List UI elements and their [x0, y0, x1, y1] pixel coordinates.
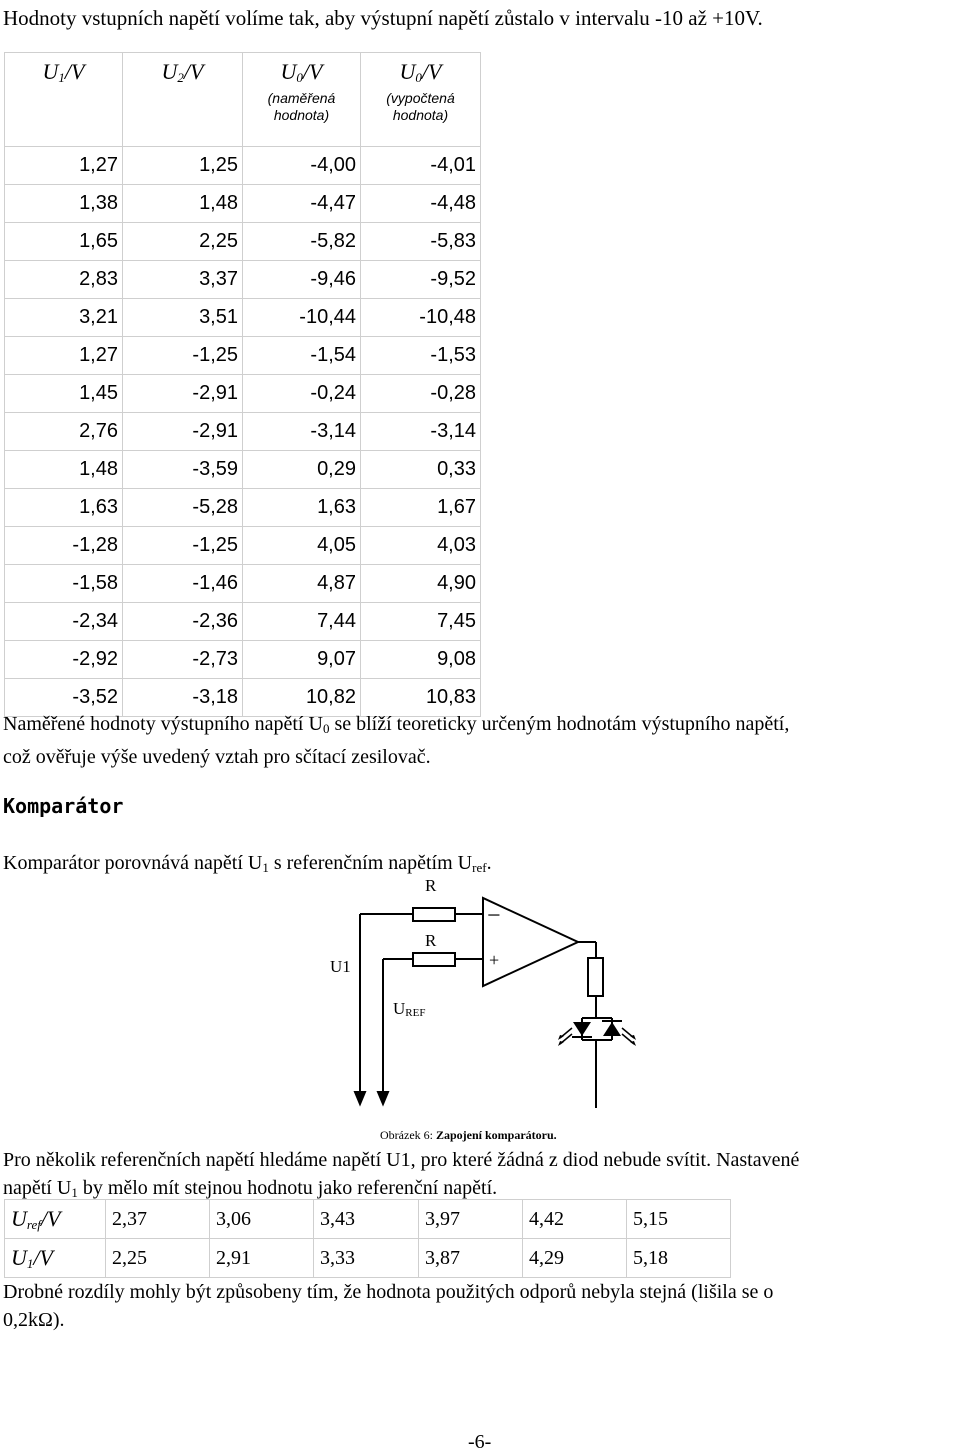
table-cell: 1,48: [123, 185, 243, 223]
table-row: [5, 1239, 731, 1278]
comp-text-b: s referenčním napětím U: [268, 852, 473, 874]
table-row: [5, 261, 481, 299]
page-number: -6-: [468, 1431, 492, 1453]
table-cell: -1,58: [5, 565, 123, 603]
table-cell: 1,38: [5, 185, 123, 223]
resistor-mid: [413, 953, 455, 966]
table-cell: -1,25: [123, 527, 243, 565]
table-cell: -2,92: [5, 641, 123, 679]
comp-text-c: .: [486, 852, 492, 874]
table-cell: 4,87: [243, 565, 361, 603]
table-cell: 3,33: [314, 1239, 419, 1278]
table-cell: -10,48: [361, 299, 481, 337]
ref-text-c: by mělo mít stejnou hodnotu jako referenční napětí.: [77, 1177, 498, 1199]
table-cell: -2,36: [123, 603, 243, 641]
table-cell: -9,46: [243, 261, 361, 299]
table-row: [5, 451, 481, 489]
table-cell: -1,28: [5, 527, 123, 565]
table-cell: 3,97: [419, 1200, 523, 1239]
table-row: [5, 223, 481, 261]
result-text-b: se blíží teoreticky určeným hodnotám výstupního napětí,: [329, 713, 790, 735]
column-header-label: $U_0/V$: [399, 59, 442, 85]
table-cell: 3,21: [5, 299, 123, 337]
column-header-label: $U_2/V$: [161, 59, 204, 85]
table-cell: 1,63: [243, 489, 361, 527]
table-cell: -5,82: [243, 223, 361, 261]
result-paragraph: [3, 710, 789, 771]
ref-text-a: Pro několik referenčních napětí hledáme napětí U1, pro které žádná z diod nebude svítit. Nastavené: [3, 1149, 800, 1171]
table-cell: -3,52: [5, 679, 123, 717]
table-row: [5, 565, 481, 603]
table-cell: 7,45: [361, 603, 481, 641]
table-cell: 2,76: [5, 413, 123, 451]
table-cell: -1,53: [361, 337, 481, 375]
table-cell: 3,43: [314, 1200, 419, 1239]
table-cell: 9,07: [243, 641, 361, 679]
table-row: [5, 147, 481, 185]
table-cell: 3,37: [123, 261, 243, 299]
table-cell: -2,34: [5, 603, 123, 641]
table-cell: 0,29: [243, 451, 361, 489]
conclusion-text-a: Drobné rozdíly mohly být způsobeny tím, že hodnota použitých odporů nebyla stejná (lišila se o: [3, 1281, 774, 1303]
table-cell: -0,28: [361, 375, 481, 413]
table-cell: 4,42: [523, 1200, 627, 1239]
table-cell: 2,91: [210, 1239, 314, 1278]
table-cell: 4,29: [523, 1239, 627, 1278]
diagram-caption: Obrázek 6: Zapojení komparátoru.: [380, 1128, 557, 1142]
column-header: [123, 53, 243, 147]
resistor-output: [588, 958, 603, 996]
row-label: $U_{ref}/V$: [5, 1200, 106, 1239]
table-row: [5, 337, 481, 375]
table-cell: -4,48: [361, 185, 481, 223]
table-cell: 2,37: [106, 1200, 210, 1239]
table-cell: -2,91: [123, 375, 243, 413]
column-header: [243, 53, 361, 147]
result-text-c: což ověřuje výše uvedený vztah pro sčítací zesilovač.: [3, 746, 431, 768]
label-minus: −: [487, 903, 501, 929]
table-row: [5, 185, 481, 223]
table-cell: -0,24: [243, 375, 361, 413]
table-row: [5, 489, 481, 527]
table-row: [5, 375, 481, 413]
comp-sub1: 1: [262, 860, 269, 875]
table-row: [5, 603, 481, 641]
table-cell: 5,15: [627, 1200, 731, 1239]
reference-table: [4, 1199, 731, 1278]
table-cell: 1,65: [5, 223, 123, 261]
table-cell: -10,44: [243, 299, 361, 337]
column-header-label: $U_1/V$: [42, 59, 85, 85]
voltage-table: [4, 52, 481, 717]
label-u1: U1: [330, 957, 351, 976]
table-cell: 4,03: [361, 527, 481, 565]
conclusion-paragraph: [3, 1278, 773, 1334]
table-cell: 0,33: [361, 451, 481, 489]
table-cell: -2,73: [123, 641, 243, 679]
reference-paragraph: [3, 1146, 799, 1207]
table-cell: -1,46: [123, 565, 243, 603]
table-cell: 1,63: [5, 489, 123, 527]
table-cell: 10,83: [361, 679, 481, 717]
table-row: [5, 641, 481, 679]
result-sub: 0: [322, 721, 330, 736]
comparator-diagram: [0, 870, 960, 1150]
ref-text-b: napětí U: [3, 1177, 72, 1199]
label-plus: +: [489, 950, 500, 970]
table-cell: -5,28: [123, 489, 243, 527]
ref-sub: 1: [71, 1185, 78, 1200]
result-text-a: Naměřené hodnoty výstupního napětí U: [3, 713, 323, 735]
table-cell: 9,08: [361, 641, 481, 679]
intro-text: Hodnoty vstupních napětí volíme tak, aby výstupní napětí zůstalo v intervalu -10 až +10V.: [3, 6, 763, 30]
section-heading: Komparátor: [3, 794, 124, 818]
label-r-top: R: [425, 876, 437, 895]
column-header: [361, 53, 481, 147]
comp-text-a: Komparátor porovnává napětí U: [3, 852, 263, 874]
column-header-note: (vypočtená hodnota): [386, 90, 455, 123]
table-cell: 1,25: [123, 147, 243, 185]
table-cell: 10,82: [243, 679, 361, 717]
table-cell: 3,51: [123, 299, 243, 337]
table-cell: -2,91: [123, 413, 243, 451]
table-cell: 7,44: [243, 603, 361, 641]
table-cell: 2,25: [106, 1239, 210, 1278]
table-cell: -4,47: [243, 185, 361, 223]
table-cell: -9,52: [361, 261, 481, 299]
table-cell: -4,00: [243, 147, 361, 185]
table-cell: 4,05: [243, 527, 361, 565]
table-cell: 2,25: [123, 223, 243, 261]
table-cell: 1,27: [5, 337, 123, 375]
table-cell: 1,67: [361, 489, 481, 527]
column-header: [5, 53, 123, 147]
table-header-row: [5, 53, 481, 147]
table-cell: 3,06: [210, 1200, 314, 1239]
table-row: [5, 527, 481, 565]
table-cell: -3,14: [243, 413, 361, 451]
column-header-label: $U_0/V$: [280, 59, 323, 85]
table-row: [5, 413, 481, 451]
table-row: [5, 1200, 731, 1239]
table-cell: -3,18: [123, 679, 243, 717]
label-r-mid: R: [425, 931, 437, 950]
table-cell: -3,59: [123, 451, 243, 489]
table-cell: -5,83: [361, 223, 481, 261]
table-row: [5, 299, 481, 337]
table-cell: 4,90: [361, 565, 481, 603]
table-cell: 5,18: [627, 1239, 731, 1278]
label-uref: UREF: [393, 999, 426, 1019]
column-header-note: (naměřená hodnota): [267, 90, 336, 123]
table-cell: 1,45: [5, 375, 123, 413]
conclusion-text-b: 0,2kΩ).: [3, 1309, 65, 1331]
table-cell: 3,87: [419, 1239, 523, 1278]
row-label: $U_1/V$: [5, 1239, 106, 1278]
table-cell: -4,01: [361, 147, 481, 185]
table-cell: -1,25: [123, 337, 243, 375]
table-cell: 2,83: [5, 261, 123, 299]
resistor-top: [413, 908, 455, 921]
table-cell: 1,48: [5, 451, 123, 489]
comp-sub2: ref: [472, 860, 487, 875]
table-cell: 1,27: [5, 147, 123, 185]
table-cell: -3,14: [361, 413, 481, 451]
table-cell: -1,54: [243, 337, 361, 375]
